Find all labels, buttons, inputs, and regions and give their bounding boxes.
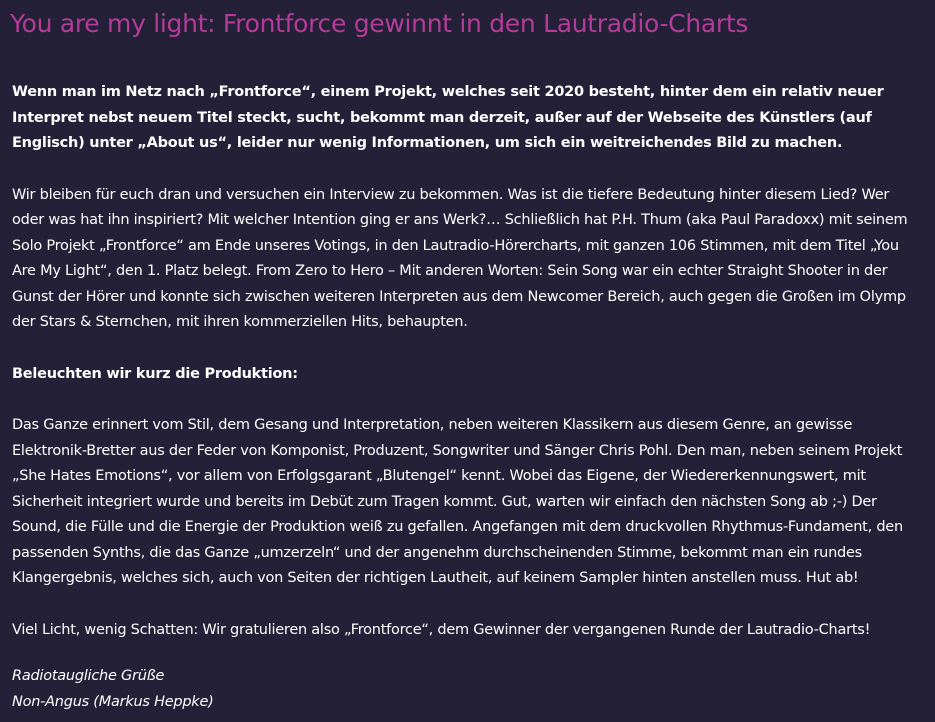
article-paragraph-congratulations: Viel Licht, wenig Schatten: Wir gratulieren also „Frontforce“, dem Gewinner der vergangenen Runde der Lautradio-Charts! (12, 621, 871, 638)
signature-greeting: Radiotaugliche Grüße (12, 668, 165, 684)
article-paragraph-production: Das Ganze erinnert vom Stil, dem Gesang und Interpretation, neben weiteren Klassikern aus diesem Genre, an gewisse Elektronik-Bretter aus der Feder von Komponist, Produzent, Songwriter und Sänger Chris Pohl. Den man, neben seinem Projekt „She Hates Emotions“, vor allem von Erfolgsgarant „Blutengel“ kennt. Wobei das Eigene, der Wiedererkennungswert, mit Sicherheit integriert wurde und bereits im Debüt zum Tragen kommt. Gut, warten wir einfach den nächsten Song ab ;-) Der Sound, die Fülle und die Energie der Produktion weiß zu gefallen. Angefangen mit dem druckvollen Rhythmus-Fundament, den passenden Synths, die das Ganze „umzerzeln“ und der angenehm durchscheinenden Stimme, bekommt man ein rundes Klangergebnis, welches sich, auch von Seiten der richtigen Lautheit, auf keinem Sampler hinten anstellen muss. Hut ab! (12, 417, 903, 586)
article-paragraph-voting: Wir bleiben für euch dran und versuchen ein Interview zu bekommen. Was ist die tiefere Bedeutung hinter diesem Lied? Wer oder was hat ihn inspiriert? Mit welcher Intention ging er ans Werk?… Schließlich hat P.H. Thum (aka Paul Paradoxx) mit seinem Solo Projekt „Frontforce“ am Ende unseres Votings, in den Lautradio-Hörercharts, mit ganzen 106 Stimmen, mit dem Titel „You Are My Light“, den 1. Platz belegt. From Zero to Hero – Mit anderen Worten: Sein Song war ein echter Straight Shooter in der Gunst der Hörer und konnte sich zwischen weiteren Interpreten aus dem Newcomer Bereich, auch gegen die Großen im Olymp der Stars & Sternchen, mit ihren kommerziellen Hits, behaupten. (12, 186, 908, 330)
article-title: You are my light: Frontforce gewinnt in den Lautradio-Charts (10, 9, 749, 38)
article-intro: Wenn man im Netz nach „Frontforce“, einem Projekt, welches seit 2020 besteht, hinter dem ein relativ neuer Interpret nebst neuem Titel steckt, sucht, bekommt man derzeit, außer auf der Webseite des Künstlers (auf Englisch) unter „About us“, leider nur wenig Informationen, um sich ein weitreichendes Bild zu machen. (12, 84, 884, 151)
article-signature (12, 664, 923, 715)
article-subheading-production: Beleuchten wir kurz die Produktion: (12, 365, 298, 382)
signature-author: Non-Angus (Markus Heppke) (12, 693, 214, 710)
